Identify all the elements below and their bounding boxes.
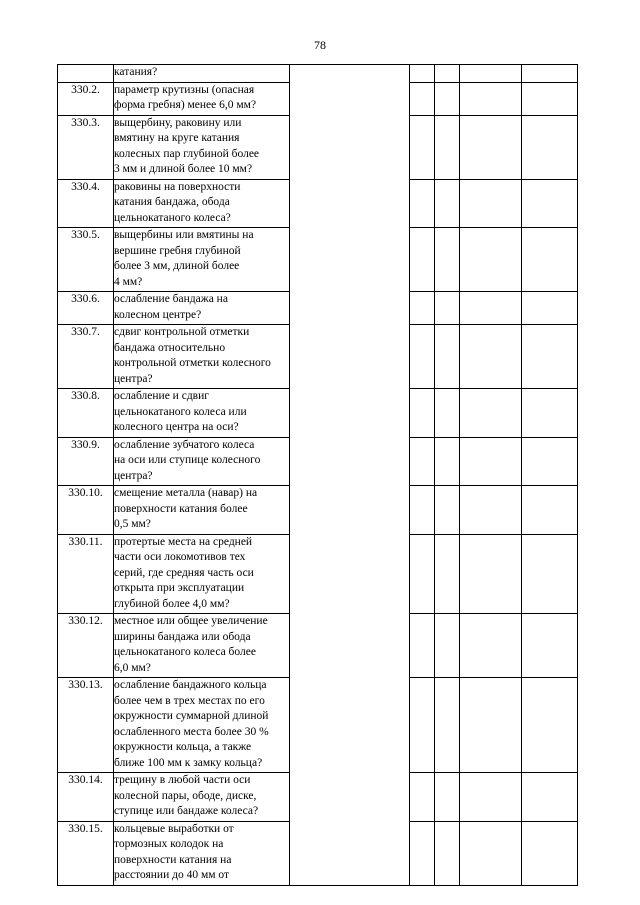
answer-no-cell[interactable] <box>435 179 460 228</box>
question-line: кольцевые выработки от <box>114 822 234 835</box>
question-line: вершине гребня глубиной <box>114 244 241 257</box>
not-applicable-cell[interactable] <box>460 437 522 486</box>
question-line: ослабление зубчатого колеса <box>114 438 255 451</box>
not-applicable-cell[interactable] <box>460 325 522 389</box>
question-line: 3 мм и длиной более 10 мм? <box>114 163 253 175</box>
question-line: цельнокатаного колеса более <box>114 646 256 658</box>
question-line: поверхности катания более <box>114 502 248 515</box>
question-line: ближе 100 мм к замку кольца? <box>114 756 263 769</box>
question-line: ширины бандажа или обода <box>114 630 251 643</box>
comments-cell[interactable] <box>522 325 578 389</box>
question-line: смещение металла (навар) на <box>114 487 258 499</box>
item-question <box>114 228 290 292</box>
answer-yes-cell[interactable] <box>410 82 435 115</box>
question-line: контрольной отметки колесного <box>114 357 271 369</box>
question-line: колесной пары, ободе, диске, <box>114 789 257 802</box>
question-line: более 3 мм, длиной более <box>114 260 240 272</box>
question-line: выщербины или вмятины на <box>114 229 254 241</box>
not-applicable-cell[interactable] <box>460 614 522 678</box>
not-applicable-cell[interactable] <box>460 773 522 822</box>
not-applicable-cell[interactable] <box>460 179 522 228</box>
item-number: 330.2. <box>58 82 114 115</box>
item-number: 330.12. <box>58 614 114 678</box>
not-applicable-cell[interactable] <box>460 486 522 535</box>
question-line: вмятину на круге катания <box>114 132 240 144</box>
question-line: окружности суммарной длиной <box>114 710 269 722</box>
question-line: части оси локомотивов тех <box>114 551 246 563</box>
answer-no-cell[interactable] <box>435 65 460 83</box>
question-line: колесного центра на оси? <box>114 421 239 433</box>
answer-no-cell[interactable] <box>435 325 460 389</box>
question-line: форма гребня) менее 6,0 мм? <box>114 99 257 111</box>
item-number <box>58 65 114 83</box>
question-line: местное или общее увеличение <box>114 615 268 627</box>
item-question <box>114 325 290 389</box>
item-question <box>114 292 290 325</box>
not-applicable-cell[interactable] <box>460 678 522 773</box>
answer-no-cell[interactable] <box>435 773 460 822</box>
question-line: центра? <box>114 372 153 385</box>
page-number: 78 <box>314 38 326 52</box>
question-line: 4 мм? <box>114 275 143 288</box>
answer-yes-cell[interactable] <box>410 389 435 438</box>
answer-no-cell[interactable] <box>435 678 460 773</box>
answer-yes-cell[interactable] <box>410 179 435 228</box>
question-line: серий, где средняя часть оси <box>114 566 254 579</box>
item-question <box>114 614 290 678</box>
question-line: катания бандажа, обода <box>114 196 230 208</box>
answer-yes-cell[interactable] <box>410 292 435 325</box>
comments-cell[interactable] <box>522 292 578 325</box>
answer-no-cell[interactable] <box>435 389 460 438</box>
question-line: колесном центре? <box>114 308 202 321</box>
comments-cell[interactable] <box>522 82 578 115</box>
comments-cell[interactable] <box>522 821 578 885</box>
comments-cell[interactable] <box>522 486 578 535</box>
question-line: ослабление и сдвиг <box>114 390 209 402</box>
answer-no-cell[interactable] <box>435 437 460 486</box>
item-number: 330.15. <box>58 821 114 885</box>
question-line: тормозных колодок на <box>114 838 224 850</box>
answer-yes-cell[interactable] <box>410 228 435 292</box>
answer-no-cell[interactable] <box>435 292 460 325</box>
item-number: 330.7. <box>58 325 114 389</box>
question-line: раковины на поверхности <box>114 180 241 193</box>
item-number: 330.3. <box>58 115 114 179</box>
not-applicable-cell[interactable] <box>460 389 522 438</box>
question-line: окружности кольца, а также <box>114 741 252 753</box>
item-question <box>114 115 290 179</box>
item-number: 330.13. <box>58 678 114 773</box>
item-question <box>114 389 290 438</box>
item-number: 330.8. <box>58 389 114 438</box>
answer-yes-cell[interactable] <box>410 821 435 885</box>
answer-no-cell[interactable] <box>435 228 460 292</box>
answer-yes-cell[interactable] <box>410 534 435 614</box>
question-line: катания? <box>114 66 158 78</box>
question-line: глубиной более 4,0 мм? <box>114 597 230 610</box>
comments-cell[interactable] <box>522 437 578 486</box>
item-question <box>114 534 290 614</box>
question-line: сдвиг контрольной отметки <box>114 326 250 338</box>
question-line: открыта при эксплуатации <box>114 582 245 594</box>
question-line: параметр крутизны (опасная <box>114 83 255 96</box>
not-applicable-cell[interactable] <box>460 228 522 292</box>
not-applicable-cell[interactable] <box>460 821 522 885</box>
comments-cell[interactable] <box>522 65 578 83</box>
question-line: расстоянии до 40 мм от <box>114 869 229 881</box>
checklist-table <box>57 64 578 886</box>
item-question <box>114 82 290 115</box>
question-line: ослабленного места более 30 % <box>114 725 269 738</box>
item-number: 330.14. <box>58 773 114 822</box>
table-row <box>58 65 578 83</box>
item-number: 330.5. <box>58 228 114 292</box>
question-line: ступице или бандаже колеса? <box>114 805 259 817</box>
answer-yes-cell[interactable] <box>410 773 435 822</box>
question-line: выщербину, раковину или <box>114 116 242 129</box>
item-number: 330.4. <box>58 179 114 228</box>
item-question <box>114 65 290 83</box>
not-applicable-cell[interactable] <box>460 65 522 83</box>
item-question <box>114 678 290 773</box>
comments-cell[interactable] <box>522 179 578 228</box>
answer-yes-cell[interactable] <box>410 678 435 773</box>
question-line: трещину в любой части оси <box>114 774 251 786</box>
comments-cell[interactable] <box>522 534 578 614</box>
answer-no-cell[interactable] <box>435 534 460 614</box>
item-question <box>114 437 290 486</box>
answer-yes-cell[interactable] <box>410 115 435 179</box>
answer-yes-cell[interactable] <box>410 486 435 535</box>
comments-cell[interactable] <box>522 115 578 179</box>
answer-yes-cell[interactable] <box>410 614 435 678</box>
not-applicable-cell[interactable] <box>460 115 522 179</box>
question-line: цельнокатаного колеса или <box>114 405 247 418</box>
comments-cell[interactable] <box>522 228 578 292</box>
comments-cell[interactable] <box>522 389 578 438</box>
question-line: поверхности катания на <box>114 853 232 866</box>
item-number: 330.10. <box>58 486 114 535</box>
requirements-cell <box>290 65 410 886</box>
item-number: 330.9. <box>58 437 114 486</box>
question-line: цельнокатаного колеса? <box>114 211 231 224</box>
item-number: 330.6. <box>58 292 114 325</box>
comments-cell[interactable] <box>522 678 578 773</box>
question-line: центра? <box>114 469 153 482</box>
item-question <box>114 486 290 535</box>
comments-cell[interactable] <box>522 773 578 822</box>
answer-no-cell[interactable] <box>435 82 460 115</box>
question-line: колесных пар глубиной более <box>114 147 260 160</box>
item-question <box>114 773 290 822</box>
question-line: протертые места на средней <box>114 535 253 548</box>
not-applicable-cell[interactable] <box>460 534 522 614</box>
question-line: 6,0 мм? <box>114 661 151 674</box>
question-line: ослабление бандажа на <box>114 293 228 305</box>
answer-no-cell[interactable] <box>435 115 460 179</box>
answer-no-cell[interactable] <box>435 486 460 535</box>
question-line: ослабление бандажного кольца <box>114 679 267 691</box>
item-number: 330.11. <box>58 534 114 614</box>
question-line: на оси или ступице колесного <box>114 454 261 466</box>
question-line: 0,5 мм? <box>114 518 151 530</box>
answer-no-cell[interactable] <box>435 614 460 678</box>
not-applicable-cell[interactable] <box>460 292 522 325</box>
comments-cell[interactable] <box>522 614 578 678</box>
question-line: бандажа относительно <box>114 341 226 354</box>
question-line: более чем в трех местах по его <box>114 694 265 707</box>
answer-yes-cell[interactable] <box>410 437 435 486</box>
not-applicable-cell[interactable] <box>460 82 522 115</box>
answer-no-cell[interactable] <box>435 821 460 885</box>
item-question <box>114 179 290 228</box>
item-question <box>114 821 290 885</box>
answer-yes-cell[interactable] <box>410 65 435 83</box>
answer-yes-cell[interactable] <box>410 325 435 389</box>
